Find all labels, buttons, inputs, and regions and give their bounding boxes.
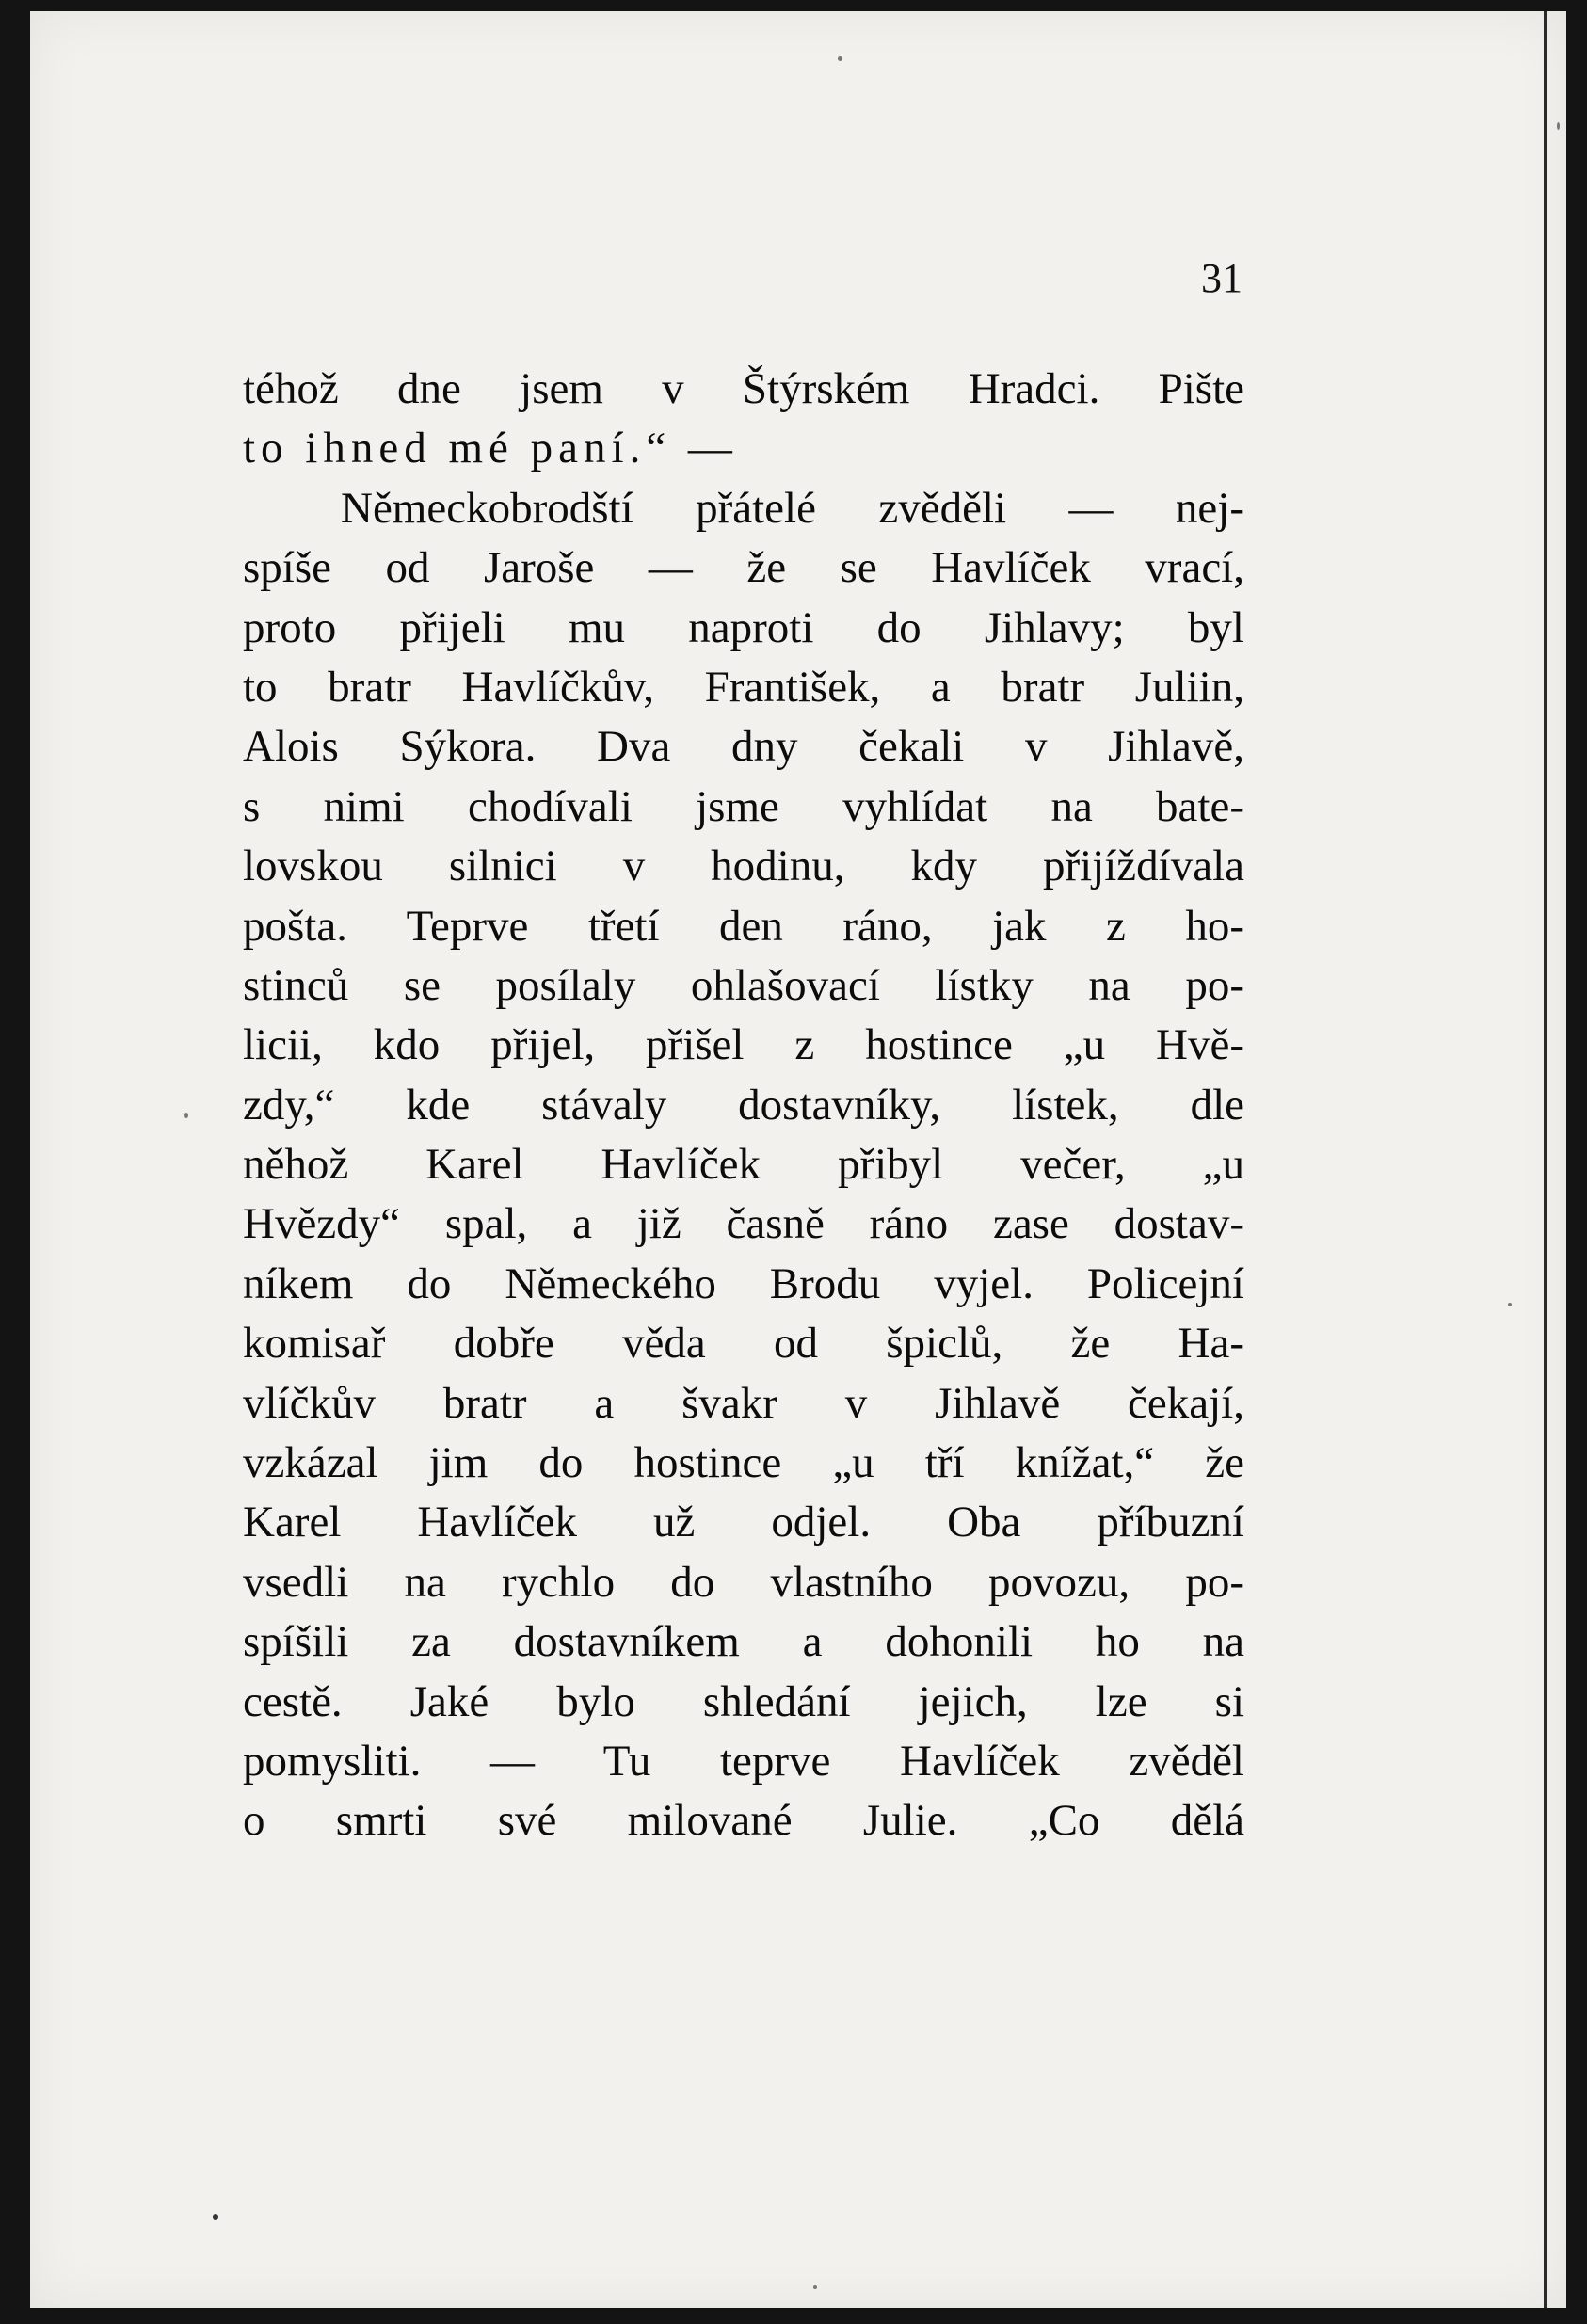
body-text	[243, 360, 1244, 1851]
page-edge-shadow	[1544, 11, 1547, 2308]
paper-speck	[184, 1113, 188, 1118]
text-line: o smrti své milované Julie. „Co dělá	[243, 1796, 1244, 1846]
text-line: pomysliti. — Tu teprve Havlíček zvěděl	[243, 1736, 1244, 1786]
paper-speck	[838, 56, 842, 61]
text-line: Německobrodští přátelé zvěděli — nej-	[341, 483, 1244, 533]
text-line: lovskou silnici v hodinu, kdy přijíždívala	[243, 841, 1244, 891]
text-line: Alois Sýkora. Dva dny čekali v Jihlavě,	[243, 722, 1244, 772]
text-line: vzkázal jim do hostince „u tří knížat,“ že	[243, 1438, 1244, 1488]
text-line: s nimi chodívali jsme vyhlídat na bate-	[243, 781, 1244, 831]
text-line: Hvězdy“ spal, a již časně ráno zase dostav-	[243, 1199, 1244, 1249]
text-line: licii, kdo přijel, přišel z hostince „u Hvě-	[243, 1020, 1244, 1070]
text-line: vsedli na rychlo do vlastního povozu, po-	[243, 1557, 1244, 1607]
text-line: spíšili za dostavníkem a dohonili ho na	[243, 1617, 1244, 1667]
text-line: to bratr Havlíčkův, František, a bratr Juliin,	[243, 662, 1244, 712]
text-line: pošta. Teprve třetí den ráno, jak z ho-	[243, 901, 1244, 951]
text-line: to ihned mé paní.“ —	[243, 424, 738, 473]
text-line: níkem do Německého Brodu vyjel. Policejní	[243, 1258, 1244, 1308]
text-line: zdy,“ kde stávaly dostavníky, lístek, dle	[243, 1080, 1244, 1130]
text-line: komisař dobře věda od špiclů, že Ha-	[243, 1319, 1244, 1369]
text-line: Karel Havlíček už odjel. Oba příbuzní	[243, 1498, 1244, 1547]
text-line: proto přijeli mu naproti do Jihlavy; byl	[243, 602, 1244, 652]
paper-speck	[813, 2285, 817, 2289]
text-line: vlíčkův bratr a švakr v Jihlavě čekají,	[243, 1378, 1244, 1428]
text-line: cestě. Jaké bylo shledání jejich, lze si	[243, 1676, 1244, 1726]
paper-speck	[1508, 1303, 1512, 1306]
text-line: něhož Karel Havlíček přibyl večer, „u	[243, 1140, 1244, 1190]
page-number: 31	[1201, 255, 1242, 301]
paper-speck	[1557, 122, 1560, 130]
paper-speck	[213, 2214, 218, 2220]
text-line: spíše od Jaroše — že se Havlíček vrací,	[243, 543, 1244, 593]
text-line: stinců se posílaly ohlašovací lístky na po-	[243, 960, 1244, 1010]
text-line: téhož dne jsem v Štýrském Hradci. Pište	[243, 364, 1244, 413]
